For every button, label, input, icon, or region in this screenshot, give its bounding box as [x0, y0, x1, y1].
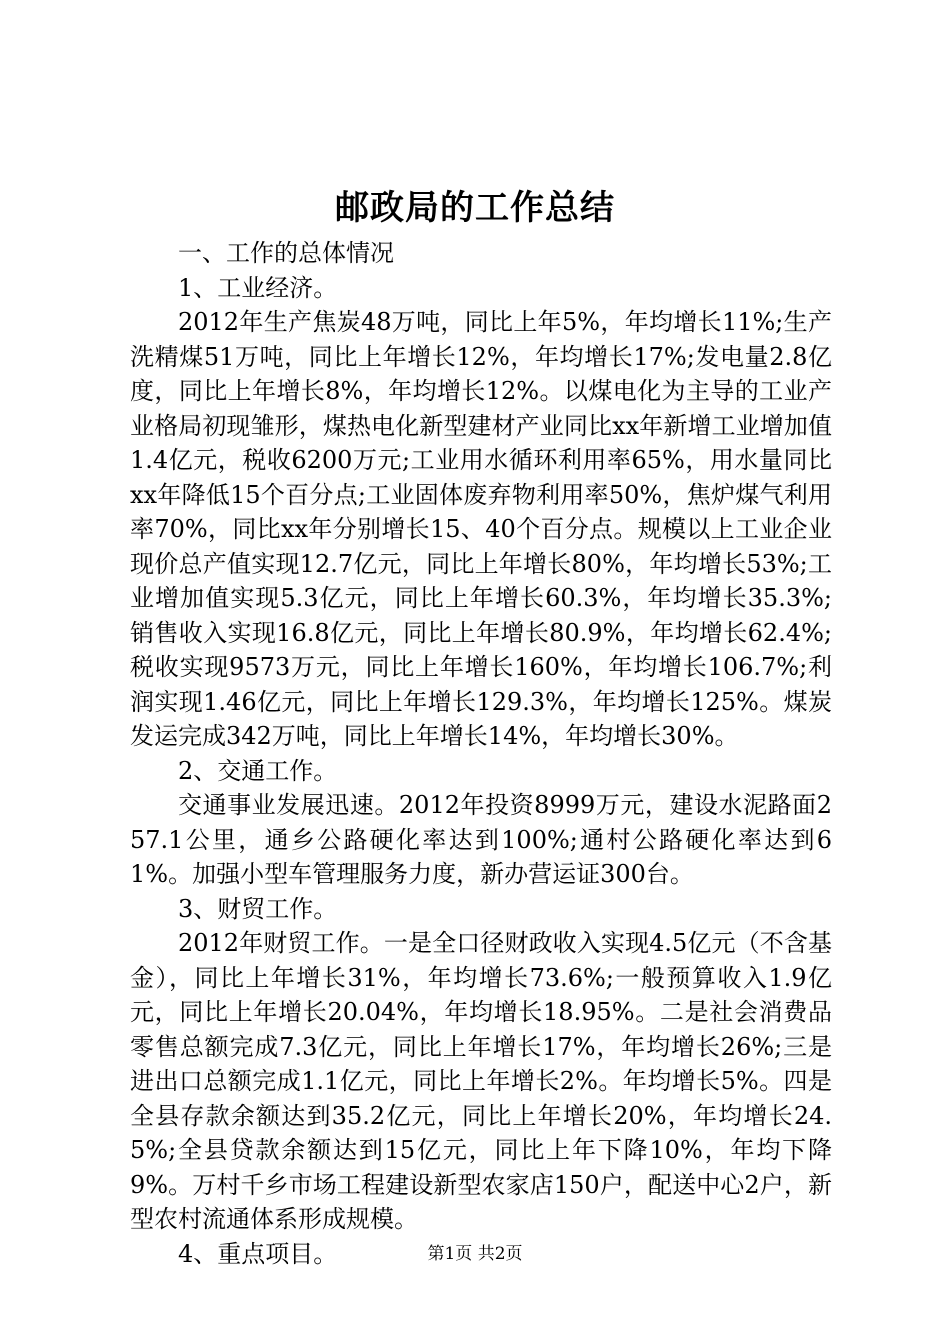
subheading-industrial-economy: 1、工业经济。 — [178, 273, 338, 302]
section-heading-overview: 一、工作的总体情况 — [178, 239, 394, 267]
page-footer: 第1页 共2页 — [427, 1244, 523, 1264]
subheading-key-projects: 4、重点项目。 — [178, 1239, 338, 1268]
paragraph-transportation: 交通事业发展迅速。2012年投资8999万元，建设水泥路面257.1公里，通乡公路硬化率达到100%;通村公路硬化率达到61%。加强小型车管理服务力度，新办营运证300台。 — [130, 791, 832, 888]
subheading-finance-trade: 3、财贸工作。 — [178, 894, 338, 923]
paragraph-finance-trade: 2012年财贸工作。一是全口径财政收入实现4.5亿元（不含基金），同比上年增长31%，年均增长73.6%;一般预算收入1.9亿元，同比上年增长20.04%，年均增长18.95%。二是社会消费品零售总额完成7.3亿元，同比上年增长17%，年均增长26%;三是进出口总额完成1.1亿元，同比上年增长2%。年均增长5%。四是全县存款余额达到35.2亿元，同比上年增长20%，年均增长24.5%;全县贷款余额达到15亿元，同比上年下降10%，年均下降9%。万村千乡市场工程建设新型农家店150户，配送中心2户，新型农村流通体系形成规模。 — [130, 929, 832, 1233]
document-body — [130, 236, 832, 1271]
paragraph-industrial-economy: 2012年生产焦炭48万吨，同比上年5%，年均增长11%;生产洗精煤51万吨，同比上年增长12%，年均增长17%;发电量2.8亿度，同比上年增长8%，年均增长12%。以煤电化为主导的工业产业格局初现雏形，煤热电化新型建材产业同比xx年新增工业增加值1.4亿元，税收6200万元;工业用水循环利用率65%，用水量同比xx年降低15个百分点;工业固体废弃物利用率50%，焦炉煤气利用率70%，同比xx年分别增长15、40个百分点。规模以上工业企业现价总产值实现12.7亿元，同比上年增长80%，年均增长53%;工业增加值实现5.3亿元，同比上年增长60.3%，年均增长35.3%;销售收入实现16.8亿元，同比上年增长80.9%，年均增长62.4%;税收实现9573万元，同比上年增长160%，年均增长106.7%;利润实现1.46亿元，同比上年增长129.3%，年均增长125%。煤炭发运完成342万吨，同比上年增长14%，年均增长30%。 — [130, 308, 832, 750]
document-title: 邮政局的工作总结 — [335, 188, 615, 228]
subheading-transportation: 2、交通工作。 — [178, 756, 338, 785]
